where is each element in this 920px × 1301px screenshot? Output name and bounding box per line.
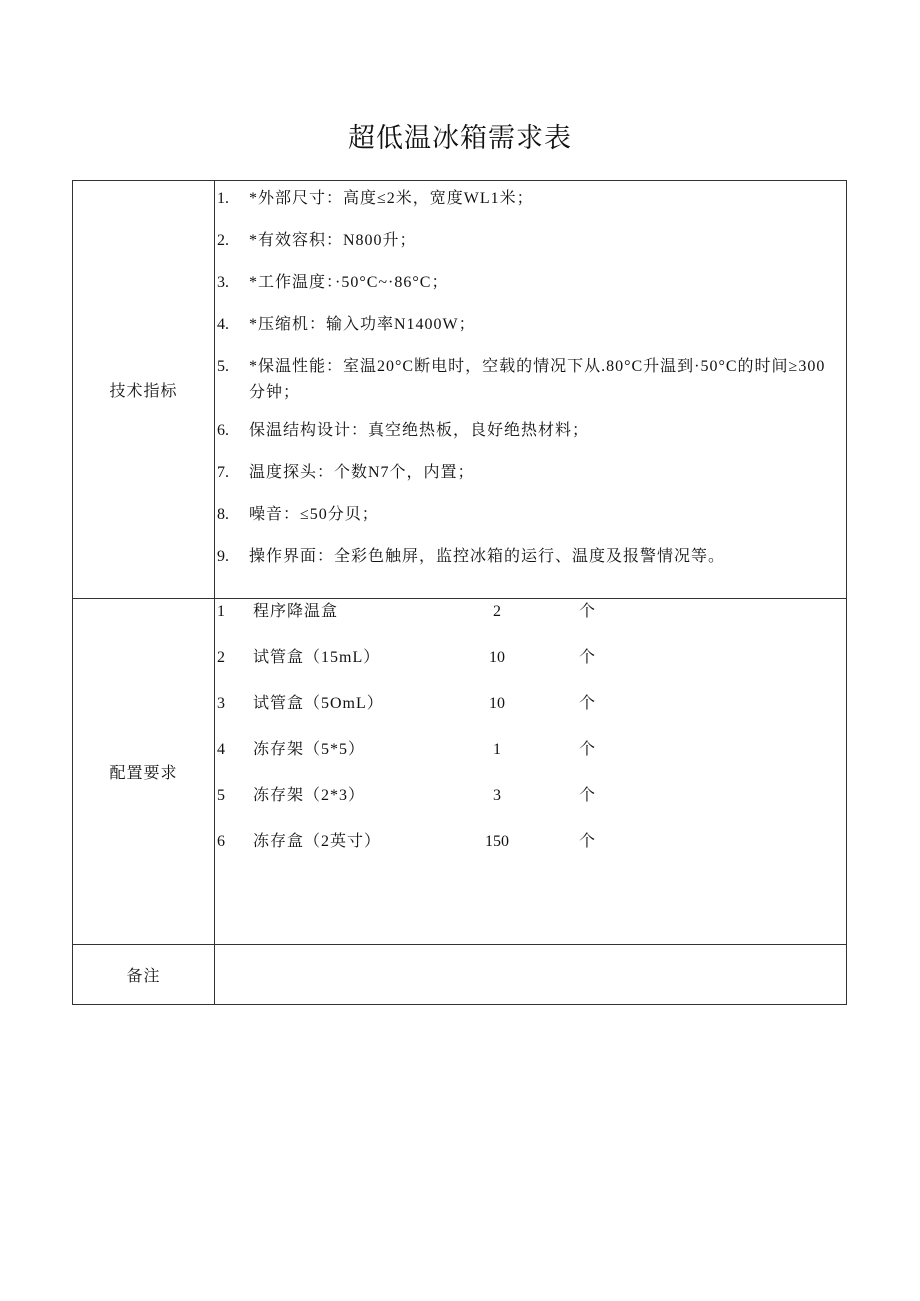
tech-specs-content xyxy=(215,181,847,599)
config-number: 3 xyxy=(217,695,225,712)
spec-text: *压缩机：输入功率N1400W； xyxy=(249,316,476,333)
config-quantity: 2 xyxy=(493,603,501,620)
spec-text: 温度探头：个数N7个，内置； xyxy=(249,464,475,481)
spec-text: 保温结构设计：真空绝热板，良好绝热材料； xyxy=(249,422,590,439)
spec-number: 6. xyxy=(217,422,229,439)
spec-number: 3. xyxy=(217,274,229,291)
spec-number: 1. xyxy=(217,190,229,207)
spec-number: 7. xyxy=(217,464,229,481)
spec-list xyxy=(215,181,846,570)
config-quantity: 10 xyxy=(489,649,505,666)
config-unit: 个 xyxy=(579,741,596,758)
config-name: 试管盒（5OmL） xyxy=(253,695,384,712)
spec-text: *有效容积：N800升； xyxy=(249,232,417,249)
config-number: 1 xyxy=(217,603,225,620)
config-unit: 个 xyxy=(579,649,596,666)
spec-text: *工作温度：·50°C~·86°C； xyxy=(249,274,449,291)
spec-text: 噪音：≤50分贝； xyxy=(249,506,379,523)
config-unit: 个 xyxy=(579,833,596,850)
config-name: 冻存架（5*5） xyxy=(253,741,366,758)
spec-item xyxy=(217,270,842,296)
config-label: 配置要求 xyxy=(73,599,215,945)
config-number: 2 xyxy=(217,649,225,666)
notes-content xyxy=(215,945,847,1005)
spec-number: 4. xyxy=(217,316,229,333)
config-unit: 个 xyxy=(579,695,596,712)
spec-number: 5. xyxy=(217,358,229,375)
config-content xyxy=(215,599,847,945)
spec-item xyxy=(217,418,842,444)
spec-item xyxy=(217,354,842,406)
config-list xyxy=(215,599,846,875)
spec-text: *保温性能：室温20°C断电时，空载的情况下从.80°C升温到·50°C的时间≥300分钟； xyxy=(249,358,826,401)
spec-number: 9. xyxy=(217,548,229,565)
tech-specs-row xyxy=(73,181,847,599)
config-number: 5 xyxy=(217,787,225,804)
config-item xyxy=(217,737,846,783)
config-quantity: 1 xyxy=(493,741,501,758)
config-name: 冻存架（2*3） xyxy=(253,787,366,804)
spec-text: 操作界面：全彩色触屏，监控冰箱的运行、温度及报警情况等。 xyxy=(249,548,726,565)
config-quantity: 10 xyxy=(489,695,505,712)
spec-number: 2. xyxy=(217,232,229,249)
config-item xyxy=(217,691,846,737)
config-quantity: 3 xyxy=(493,787,501,804)
spec-item xyxy=(217,228,842,254)
config-item xyxy=(217,829,846,875)
config-unit: 个 xyxy=(579,603,596,620)
config-item xyxy=(217,599,846,645)
notes-row xyxy=(73,945,847,1005)
tech-specs-label: 技术指标 xyxy=(73,181,215,599)
requirements-table xyxy=(72,180,847,1005)
config-name: 程序降温盒 xyxy=(253,603,339,620)
spec-number: 8. xyxy=(217,506,229,523)
page-title: 超低温冰箱需求表 xyxy=(348,123,572,153)
spec-item xyxy=(217,312,842,338)
notes-label: 备注 xyxy=(73,945,215,1005)
config-item xyxy=(217,783,846,829)
config-quantity: 150 xyxy=(485,833,509,850)
config-number: 4 xyxy=(217,741,225,758)
config-number: 6 xyxy=(217,833,225,850)
spec-item xyxy=(217,460,842,486)
config-name: 冻存盒（2英寸） xyxy=(253,833,382,850)
config-item xyxy=(217,645,846,691)
config-unit: 个 xyxy=(579,787,596,804)
spec-text: *外部尺寸：高度≤2米，宽度WL1米； xyxy=(249,190,534,207)
spec-item xyxy=(217,502,842,528)
config-row-section xyxy=(73,599,847,945)
config-name: 试管盒（15mL） xyxy=(253,649,381,666)
spec-item xyxy=(217,186,842,212)
spec-item xyxy=(217,544,842,570)
